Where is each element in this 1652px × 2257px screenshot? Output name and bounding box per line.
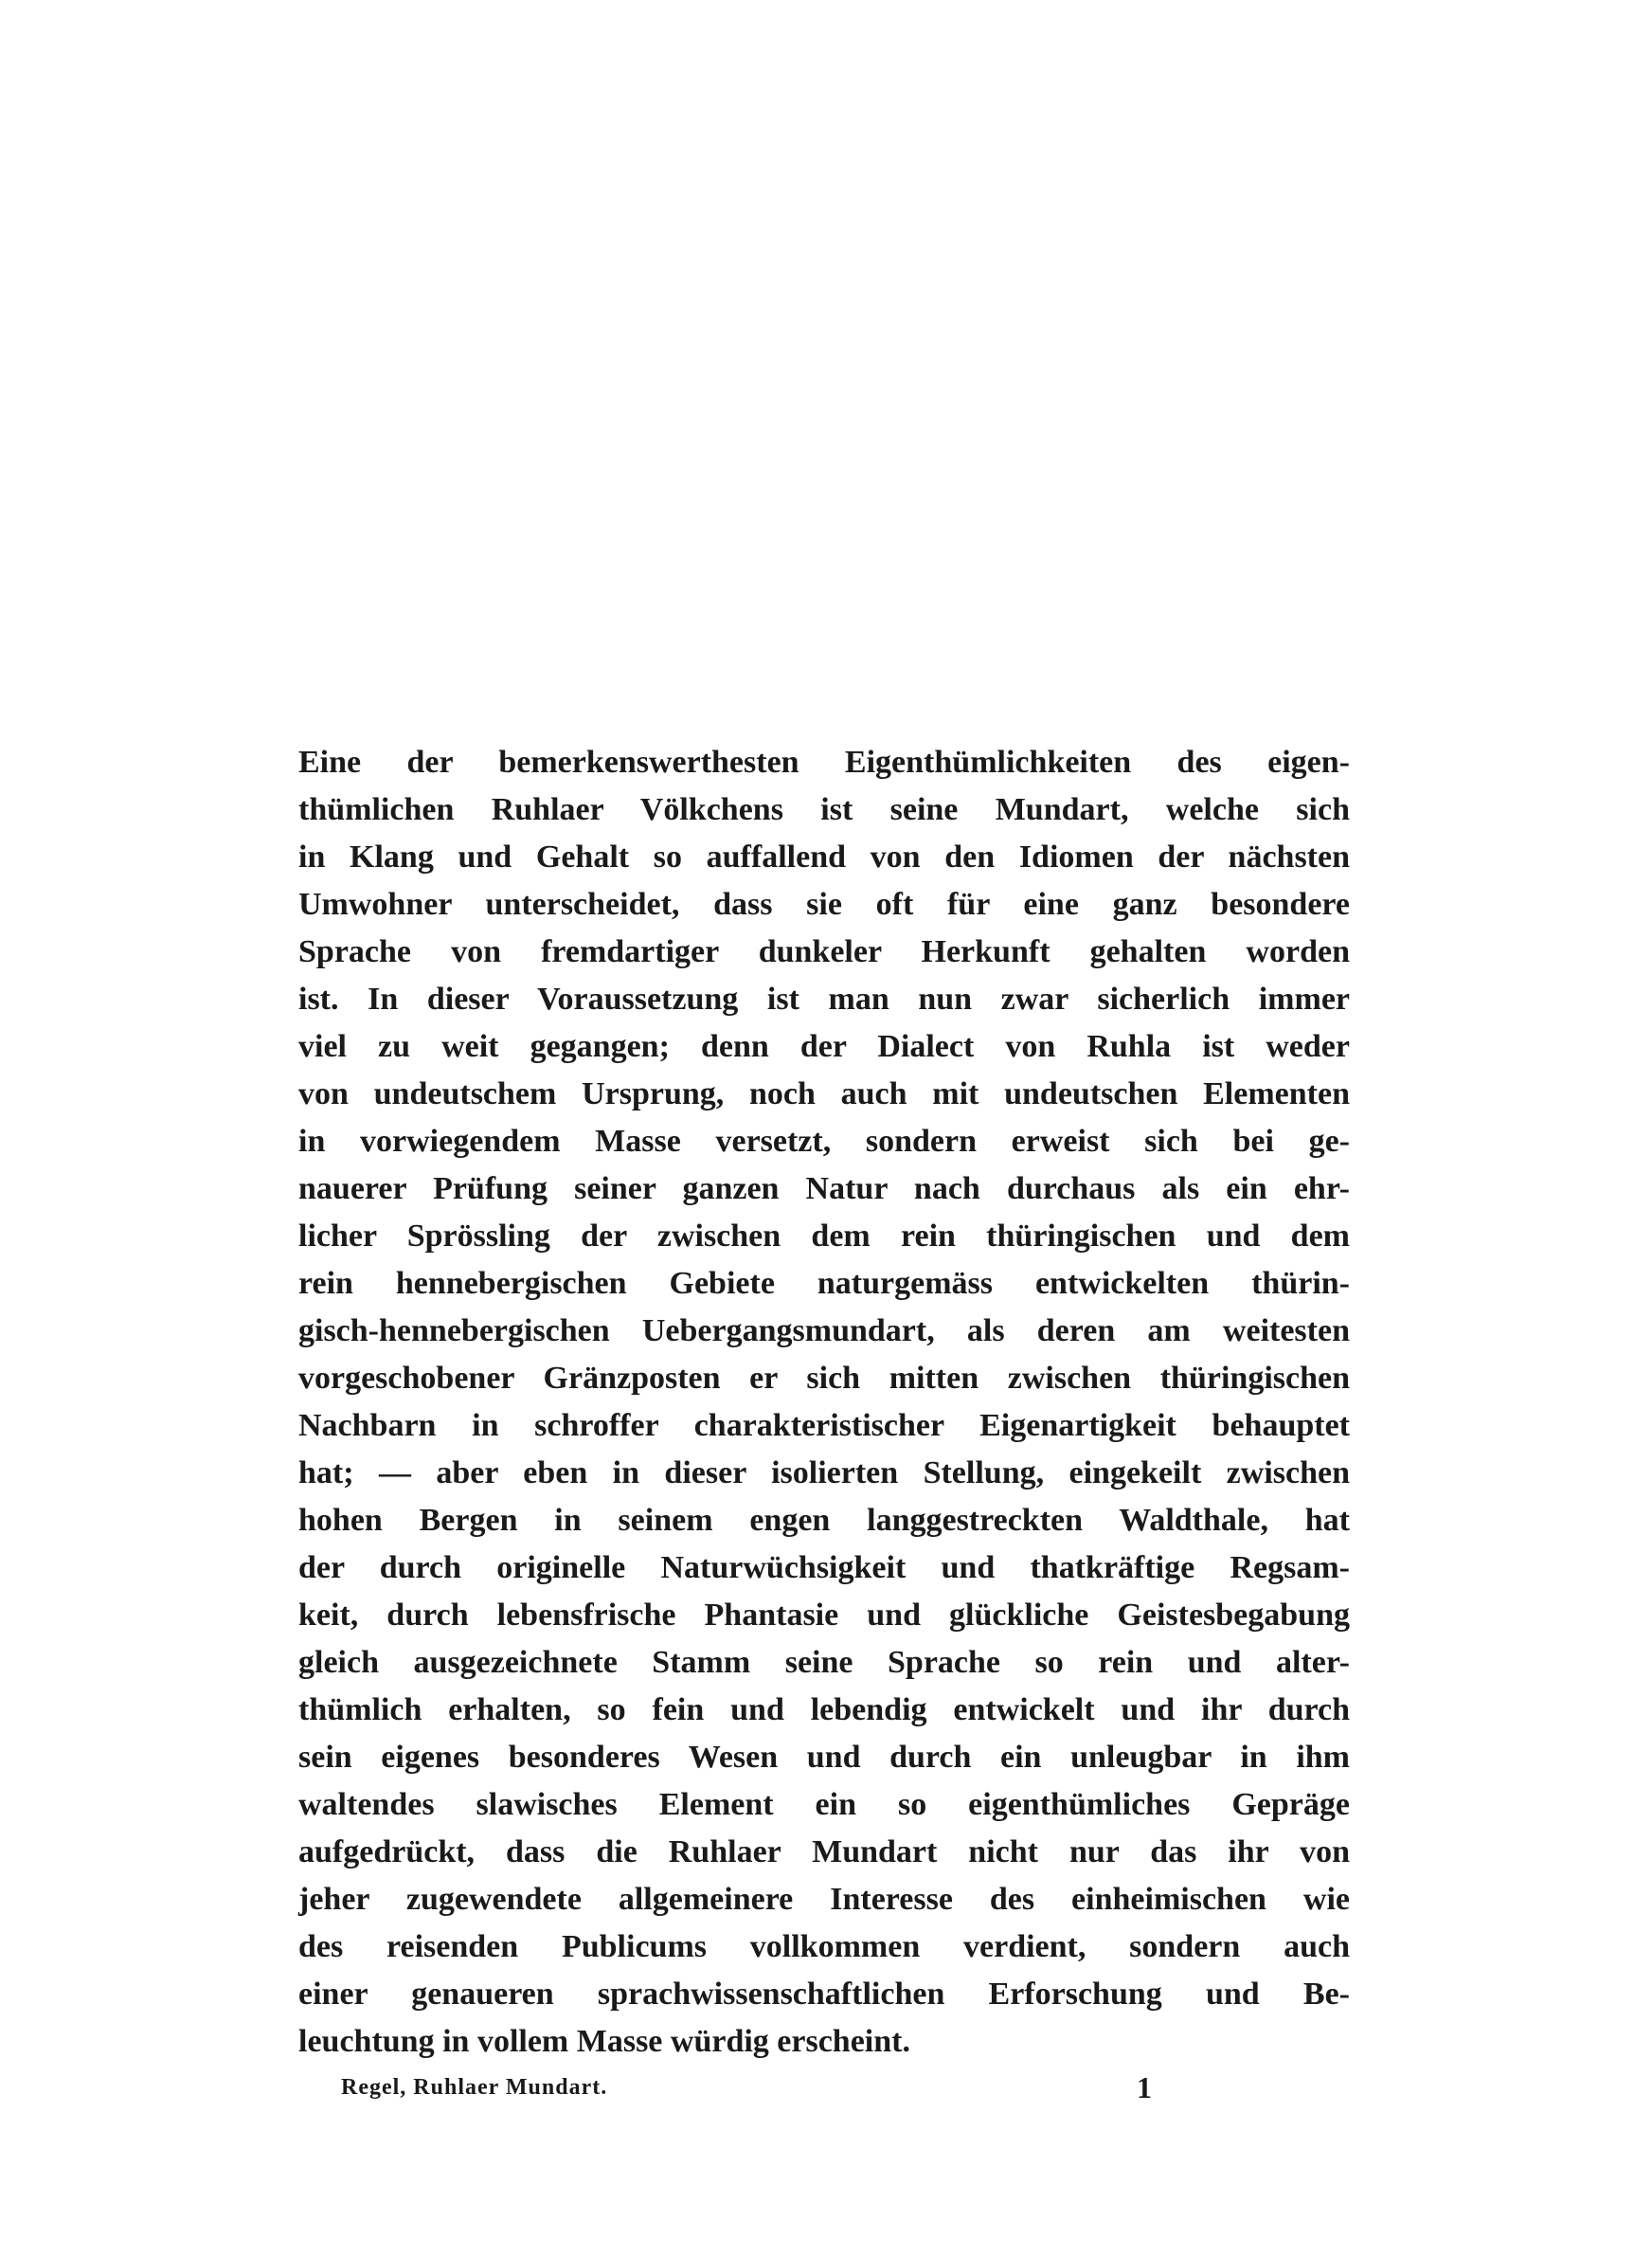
text-line: sein eigenes besonderes Wesen und durch ein unleugbar in ihm xyxy=(298,1740,1350,1775)
text-line: ist. In dieser Voraussetzung ist man nun zwar sicherlich immer xyxy=(298,982,1350,1017)
text-line: einer genaueren sprachwissenschaftlichen Erforschung und Be- xyxy=(298,1977,1350,2012)
text-line: der durch originelle Naturwüchsigkeit und thatkräftige Regsam- xyxy=(298,1550,1350,1585)
page-footer xyxy=(341,2068,1194,2106)
text-line-last: leuchtung in vollem Masse würdig erscheint. xyxy=(298,2024,910,2059)
text-line: viel zu weit gegangen; denn der Dialect von Ruhla ist weder xyxy=(298,1029,1350,1064)
text-line: nauerer Prüfung seiner ganzen Natur nach durchaus als ein ehr- xyxy=(298,1171,1350,1206)
page-number: 1 xyxy=(1137,2070,1152,2104)
text-line: thümlich erhalten, so fein und lebendig entwickelt und ihr durch xyxy=(298,1692,1350,1727)
text-line: von undeutschem Ursprung, noch auch mit undeutschen Elementen xyxy=(298,1076,1350,1111)
text-line: in Klang und Gehalt so auffallend von den Idiomen der nächsten xyxy=(298,840,1350,875)
text-line: des reisenden Publicums vollkommen verdient, sondern auch xyxy=(298,1929,1350,1964)
body-text xyxy=(298,739,1350,2066)
text-line: Eine der bemerkenswerthesten Eigenthümlichkeiten des eigen- xyxy=(298,745,1350,780)
text-line: rein hennebergischen Gebiete naturgemäss entwickelten thürin- xyxy=(298,1266,1350,1301)
text-line: aufgedrückt, dass die Ruhlaer Mundart nicht nur das ihr von xyxy=(298,1834,1350,1869)
text-line: thümlichen Ruhlaer Völkchens ist seine Mundart, welche sich xyxy=(298,792,1350,827)
text-line: gisch-hennebergischen Uebergangsmundart, als deren am weitesten xyxy=(298,1313,1350,1348)
text-line: licher Sprössling der zwischen dem rein thüringischen und dem xyxy=(298,1219,1350,1254)
text-line: jeher zugewendete allgemeinere Interesse des einheimischen wie xyxy=(298,1882,1350,1917)
text-line: Nachbarn in schroffer charakteristischer Eigenartigkeit behauptet xyxy=(298,1408,1350,1443)
text-line: keit, durch lebensfrische Phantasie und glückliche Geistesbegabung xyxy=(298,1598,1350,1633)
text-line: waltendes slawisches Element ein so eigenthümliches Gepräge xyxy=(298,1787,1350,1822)
text-line: in vorwiegendem Masse versetzt, sondern erweist sich bei ge- xyxy=(298,1124,1350,1159)
text-line: Umwohner unterscheidet, dass sie oft für eine ganz besondere xyxy=(298,887,1350,922)
text-line: gleich ausgezeichnete Stamm seine Sprache so rein und alter- xyxy=(298,1645,1350,1680)
signature-mark: Regel, Ruhlaer Mundart. xyxy=(341,2075,608,2100)
text-line: hat; — aber eben in dieser isolierten Stellung, eingekeilt zwischen xyxy=(298,1455,1350,1490)
text-line: vorgeschobener Gränzposten er sich mitten zwischen thüringischen xyxy=(298,1361,1350,1396)
text-line: Sprache von fremdartiger dunkeler Herkunft gehalten worden xyxy=(298,934,1350,969)
text-line: hohen Bergen in seinem engen langgestreckten Waldthale, hat xyxy=(298,1503,1350,1538)
